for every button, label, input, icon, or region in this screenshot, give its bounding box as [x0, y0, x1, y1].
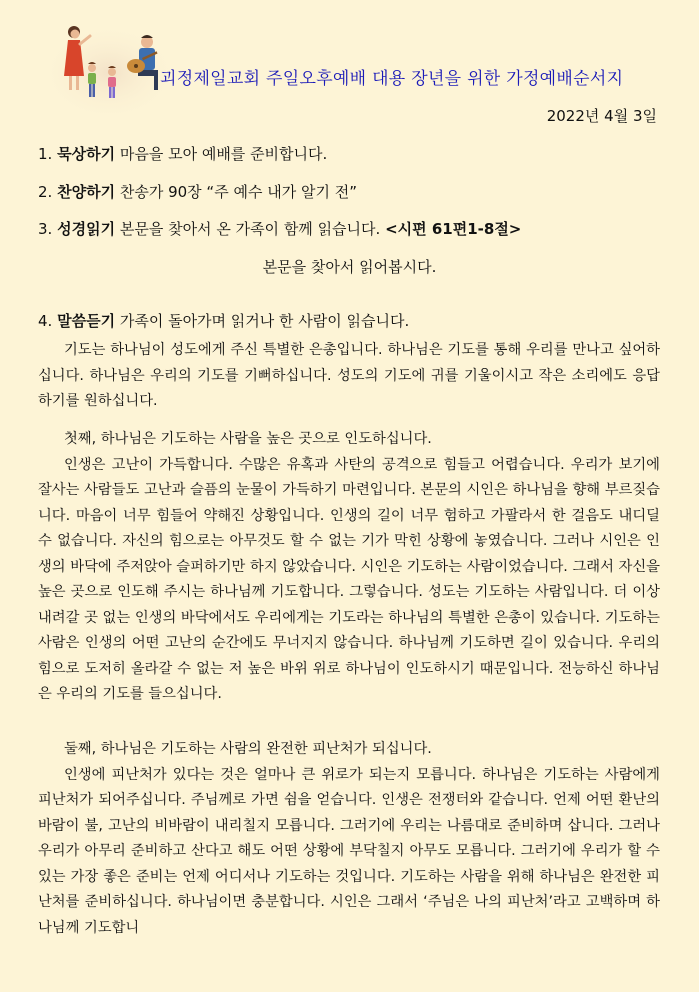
point-2-heading: 둘째, 하나님은 기도하는 사람의 완전한 피난처가 되십니다.	[64, 741, 432, 757]
order-label: 묵상하기	[57, 145, 116, 163]
sermon-intro-text: 기도는 하나님이 성도에게 주신 특별한 은총입니다. 하나님은 기도를 통해 우리를 만나고 싶어하십니다. 하나님은 우리의 기도를 기뻐하십니다. 성도의 기도에 귀를 기울이시고 작은 소리에도 응답하기를 원하십니다.	[38, 342, 660, 409]
sermon-intro	[38, 338, 660, 415]
order-item-1	[38, 143, 327, 164]
order-label: 성경읽기	[57, 220, 116, 238]
service-date: 2022년 4월 3일	[546, 107, 657, 125]
order-text: 가족이 돌아가며 읽거나 한 사람이 읽습니다.	[119, 312, 410, 330]
order-label: 말씀듣기	[57, 312, 116, 330]
order-text: 찬송가 90장 “주 예수 내가 알기 전”	[119, 183, 357, 201]
page-title: 괴정제일교회 주일오후예배 대용 장년을 위한 가정예배순서지	[160, 69, 624, 89]
scripture-reference: <시편 61편1-8절>	[385, 220, 522, 238]
order-number: 1.	[38, 145, 53, 163]
order-number: 3.	[38, 220, 53, 238]
point-1-body: 인생은 고난이 가득합니다. 수많은 유혹과 사탄의 공격으로 힘들고 어렵습니다. 우리가 보기에 잘사는 사람들도 고난과 슬픔의 눈물이 가득하기 마련입니다. 본문의 시인은 하나님을 향해 부르짖습니다. 마음이 너무 힘들어 약해진 상황입니다. 인생의 길이 너무 험하고 가팔라서 한 걸음도 내디딜 수 없습니다. 자신의 힘으로는 아무것도 할 수 없는 기가 막힌 상황에 놓였습니다. 그러나 시인은 인생의 바닥에 주저앉아 슬퍼하기만 하지 않았습니다. 시인은 기도하는 사람이었습니다. 그래서 자신을 높은 곳으로 인도해 주시는 하나님께 기도합니다. 그렇습니다. 성도는 기도하는 사람입니다. 더 이상 내려갈 곳 없는 인생의 바닥에서도 우리에게는 기도라는 하나님의 특별한 은총이 있습니다. 기도하는 사람은 인생의 어떤 고난의 순간에도 무너지지 않습니다. 하나님께 기도하면 길이 있습니다. 우리의 힘으로 도저히 올라갈 수 없는 저 높은 바위 위로 하나님이 인도하시기 때문입니다. 전능하신 하나님은 우리의 기도를 들으십니다.	[38, 456, 660, 702]
sermon-point-1	[38, 427, 660, 708]
scripture-note: 본문을 찾아서 읽어봅시다.	[262, 258, 437, 276]
sermon-point-2	[38, 737, 660, 941]
family-worship-illustration	[44, 18, 174, 113]
point-2-body: 인생에 피난처가 있다는 것은 얼마나 큰 위로가 되는지 모릅니다. 하나님은 기도하는 사람에게 피난처가 되어주십니다. 주님께로 가면 쉼을 얻습니다. 인생은 전쟁터와 같습니다. 언제 어떤 환난의 바람이 불, 고난의 비바람이 내리칠지 모릅니다. 그러기에 우리는 나름대로 준비하며 삽니다. 그러나 우리가 아무리 준비하고 산다고 해도 어떤 상황에 부닥칠지 아무도 모릅니다. 그러기에 우리가 할 수 있는 가장 좋은 준비는 언제 어디서나 기도하는 것입니다. 기도하는 사람을 위해 하나님은 완전한 피난처를 준비하십니다. 하나님이면 충분합니다. 시인은 그래서 ‘주님은 나의 피난처’라고 고백하며 하나님께 기도합니	[38, 766, 660, 936]
order-text: 마음을 모아 예배를 준비합니다.	[119, 145, 328, 163]
order-item-2	[38, 181, 357, 202]
point-1-heading: 첫째, 하나님은 기도하는 사람을 높은 곳으로 인도하십니다.	[64, 431, 432, 447]
order-number: 4.	[38, 312, 53, 330]
order-item-4	[38, 310, 409, 331]
order-item-3	[38, 218, 521, 239]
order-text: 본문을 찾아서 온 가족이 함께 읽습니다.	[119, 220, 381, 238]
order-number: 2.	[38, 183, 53, 201]
order-label: 찬양하기	[57, 183, 116, 201]
